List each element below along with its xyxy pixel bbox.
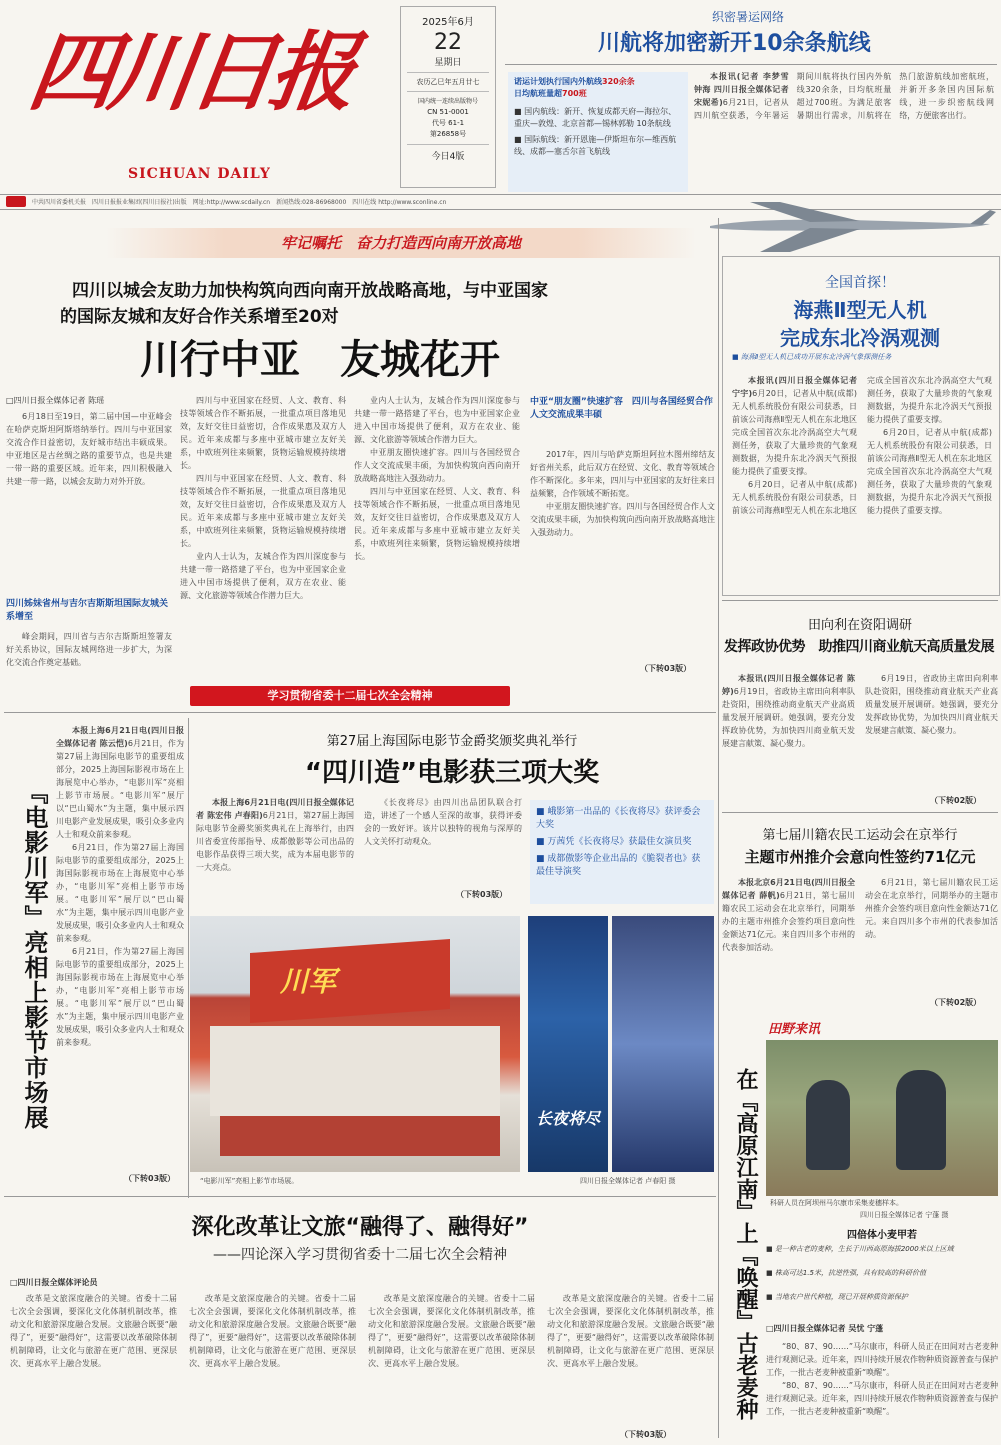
tian-body: 本报讯(四川日报全媒体记者 陈婷)6月19日，省政协主席田向利率队赴资阳，围绕推动商业航天产业高质量发展开展调研。她强调，要充分发挥政协优势，为加快四川商业航天发展建言献策、凝心聚力。 6月19日，省政协主席田向利率队赴资阳，围绕推动商业航天产业高质量发展开展调研。她强调，要充分发挥政协优势，为加快四川商业航天发展建言献策、凝心聚力。 xyxy=(722,674,998,748)
wheat-byline: □四川日报全媒体记者 吴忧 宁蓬 xyxy=(766,1324,884,1333)
lunar-date: 农历乙巳年五月廿七 xyxy=(416,78,480,86)
commentary-byline: □四川日报全媒体评论员 xyxy=(10,1278,98,1287)
meeting-continue: （下转02版） xyxy=(930,998,982,1007)
drone-title-2: 完成东北冷涡观测 xyxy=(780,326,940,350)
issue-number: 第26858号 xyxy=(429,130,467,138)
date-year-month: 2025年6月 xyxy=(422,17,474,28)
award-item: ■ 万茜凭《长夜将尽》获最佳女演员奖 xyxy=(536,837,692,847)
lead-col-4: 2017年，四川与哈萨克斯坦阿拉木图州缔结友好省州关系，此后双方在经贸、文化、教育等领域合作不断深化。多年来，四川与中亚国家的友好往来日益频繁，合作领域不断拓宽。 中亚朋友圈快速扩容。四川与各国经贸合作人文交流成果丰硕，为加快构筑向西向南开放战略高地注入强劲动力。 xyxy=(530,450,715,537)
drone-title-1: 海燕Ⅱ型无人机 xyxy=(793,298,927,322)
airline-stats-panel: 诺运计划执行国内外航线320余条 日均航班量超700班 ■ 国内航线：新开、恢复成都天府—海拉尔、重庆—敦煌、北京首都—锡林郭勒 10条航线 ■ 国际航线：新开恩施—伊斯坦布尔—维西航线、成都—塞舌尔首飞航线 xyxy=(508,72,688,192)
film-poster-photo-2 xyxy=(612,916,714,1172)
wheat-note: ■ 当地农户世代种植，现已开展种质资源保护 xyxy=(766,1293,908,1301)
film-awards-panel xyxy=(530,800,714,904)
film-poster-photo xyxy=(528,916,608,1172)
info-bar: 中共四川省委机关报 四川日报报业集团(四川日报社)出版 网址:http://www.scdaily.cn 新闻热线:028-86968000 四川在线 http://www.sconline.cn xyxy=(0,194,1001,210)
pages-count: 今日4版 xyxy=(431,152,465,162)
cn-label: 国内统一连续出版物号 xyxy=(417,98,478,105)
film-body: 本报上海6月21日电(四川日报全媒体记者 陈宏伟 卢春阳)6月21日，第27届上海国际电影节金爵奖颁奖典礼在上海举行，由四川省委宣传部指导、成都傲影等公司出品的电影作品获得三项大奖，成为本届电影节的一大亮点。 《长夜将尽》由四川出品团队联合打造，讲述了一个感人至深的故事，获得评委会的一致好评。该片以独特的视角与深厚的人文关怀打动观众。 xyxy=(196,798,522,872)
stat1-number: 320余条 xyxy=(602,77,635,86)
lead-col-2: 四川与中亚国家在经贸、人文、教育、科技等领域合作不断拓展，一批重点项目落地见效，友好交往日益密切，合作成果惠及双方人民。近年来成都与多座中亚城市建立友好关系，中欧班列往来频繁，货物运输规模持续增长。 四川与中亚国家在经贸、人文、教育、科技等领域合作不断拓展，一批重点项目落地见效，友好交往日益密切，合作成果惠及双方人民。近年来成都与多座中亚城市建立友好关系，中欧班列往来频繁，货物运输规模持续增长。 业内人士认为，友城合作为四川深度参与共建一带一路搭建了平台，也为中亚国家企业进入中国市场提供了便利，双方在农业、能源、文化旅游等领域合作潜力巨大。 xyxy=(180,396,346,600)
wheat-vertical-title: 在『高原江南』上『唤醒』古老麦种 xyxy=(733,1068,759,1420)
cn-number: CN 51-0001 xyxy=(427,108,469,116)
lead-sub-heading: 四川姊妹省州与吉尔吉斯斯坦国际友城关系增至 xyxy=(6,599,169,622)
tian-title: 发挥政协优势 助推四川商业航天高质量发展 xyxy=(724,639,994,655)
lead-subtitle-2: 的国际友城和友好合作关系增至20对 xyxy=(60,307,339,327)
date-day: 22 xyxy=(434,30,462,55)
lead-col-1: 6月18日至19日，第二届中国—中亚峰会在哈萨克斯坦阿斯塔纳举行。四川与中亚国家交流合作日益密切，友好城市结出丰硕成果。中亚地区是古丝绸之路的重要节点，也是共建一带一路的重要区域。近年来，四川积极融入共建一带一路，以城会友助力对外开放。 xyxy=(6,412,172,486)
commentary-body: 改革是文旅深度融合的关键。省委十二届七次全会强调，要深化文化体制机制改革，推动文化和旅游深度融合发展。文旅融合既要“融得了”，更要“融得好”，这需要以改革破除体制机制障碍，让文化与旅游在更广范围、更深层次、更高水平上融合发展。 改革是文旅深度融合的关键。省委十二届七次全会强调，要深化文化体制机制改革，推动文化和旅游深度融合发展。文旅融合既要“融得了”，更要“融得好”，这需要以改革破除体制机制障碍，让文化与旅游在更广范围、更深层次、更高水平上融合发展。 改革是文旅深度融合的关键。省委十二届七次全会强调，要深化文化体制机制改革，推动文化和旅游深度融合发展。文旅融合既要“融得了”，更要“融得好”，这需要以改革破除体制机制障碍，让文化与旅游在更广范围、更深层次、更高水平上融合发展。 改革是文旅深度融合的关键。省委十二届七次全会强调，要深化文化体制机制改革，推动文化和旅游深度融合发展。文旅融合既要“融得了”，更要“融得好”，这需要以改革破除体制机制障碍，让文化与旅游在更广范围、更深层次、更高水平上融合发展。 xyxy=(10,1294,714,1368)
lead-col-3: 业内人士认为，友城合作为四川深度参与共建一带一路搭建了平台，也为中亚国家企业进入中国市场提供了便利，双方在农业、能源、文化旅游等领域合作潜力巨大。 中亚朋友圈快速扩容。四川与各国经贸合作人文交流成果丰硕，为加快构筑向西向南开放战略高地注入强劲动力。 四川与中亚国家在经贸、人文、教育、科技等领域合作不断拓展，一批重点项目落地见效，友好交往日益密切，合作成果惠及双方人民。近年来成都与多座中亚城市建立友好关系，中欧班列往来频繁，货物运输规模持续增长。 xyxy=(354,396,520,561)
wheat-body: “80、87、90……”马尔康市，科研人员正在田间对古老麦种进行观测记录。近年来，四川持续开展农作物种质资源普查与保护工作，一批古老麦种被重新“唤醒”。 “80、87、90……”马尔康市，科研人员正在田间对古老麦种进行观测记录。近年来，四川持续开展农作物种质资源普查与保护工作，一批古老麦种被重新“唤醒”。 xyxy=(766,1342,998,1416)
lead-continue: （下转03版） xyxy=(640,664,692,673)
wheat-field-photo xyxy=(766,1040,998,1196)
film-expo-photo: 川军 xyxy=(190,916,520,1172)
film-title: “四川造”电影获三项大奖 xyxy=(304,758,600,788)
weekday: 星期日 xyxy=(434,58,462,68)
top-story-kicker: 织密暑运网络 xyxy=(712,10,785,24)
lead-side-heading: 中亚“朋友圈”快速扩容 四川与各国经贸合作人文交流成果丰硕 xyxy=(530,397,713,420)
film-photo-credit: 四川日报全媒体记者 卢春阳 摄 xyxy=(580,1177,676,1185)
lead-subtitle-1: 四川以城会友助力加快构筑向西向南开放战略高地，与中亚国家 xyxy=(72,281,548,301)
top-story-title: 川航将加密新开10余条航线 xyxy=(598,31,871,56)
drone-kicker: 全国首探！ xyxy=(825,275,895,291)
commentary-title: 深化改革让文旅“融得了、融得好” xyxy=(191,1215,529,1240)
drone-sub: ■ 海燕Ⅱ型无人机已成功开展东北冷涡气象探测任务 xyxy=(732,353,892,361)
info-bar-logo-icon xyxy=(6,196,26,207)
airline-bullet: ■ 国内航线：新开、恢复成都天府—海拉尔、重庆—敦煌、北京首都—锡林郭勒 10条航线 xyxy=(514,107,677,128)
film-kicker: 第27届上海国际电影节金爵奖颁奖典礼举行 xyxy=(326,734,578,749)
meeting-kicker: 第七届川籍农民工运动会在京举行 xyxy=(762,828,958,843)
top-story-body: 本报讯(记者 李梦雪 钟海 四川日报全媒体记者 宋妮希)6月21日，记者从四川航空获悉，今年暑运期间川航将执行国内外航线320余条，日均航班量超过700班。为满足旅客暑期出行需求，川航将在热门旅游航线加密航班，并新开多条国内国际航线，进一步织密航线网络，方便旅客出行。 xyxy=(694,72,994,120)
wheat-note: ■ 株高可达1.5米，抗逆性强，具有较高的科研价值 xyxy=(766,1269,926,1277)
wheat-heading: 四倍体小麦甲若 xyxy=(847,1230,917,1241)
tian-kicker: 田向利在资阳调研 xyxy=(807,618,912,633)
lead-byline: □四川日报全媒体记者 陈瑶 xyxy=(6,396,105,405)
side-column-body: 本报上海6月21日电(四川日报全媒体记者 陈云恺)6月21日，作为第27届上海国际电影节的重要组成部分，2025上海国际影视市场在上海展览中心举办，“电影川军”亮相上影节市场展。“电影川军”展厅以“巴山蜀水”为主题，集中展示四川电影产业发展成果，吸引众多业内人士和观众前来参观。 6月21日，作为第27届上海国际电影节的重要组成部分，2025上海国际影视市场在上海展览中心举办，“电影川军”亮相上影节市场展。“电影川军”展厅以“巴山蜀水”为主题，集中展示四川电影产业发展成果，吸引众多业内人士和观众前来参观。 6月21日，作为第27届上海国际电影节的重要组成部分，2025上海国际影视市场在上海展览中心举办，“电影川军”亮相上影节市场展。“电影川军”展厅以“巴山蜀水”为主题，集中展示四川电影产业发展成果，吸引众多业内人士和观众前来参观。 xyxy=(56,726,184,1047)
side-continue: （下转03版） xyxy=(124,1174,176,1183)
masthead-logo: 四川日报 xyxy=(22,22,358,123)
commentary-subtitle: ——四论深入学习贯彻省委十二届七次全会精神 xyxy=(213,1247,507,1263)
date-box xyxy=(400,6,496,188)
commentary-continue: （下转03版） xyxy=(620,1430,672,1439)
lead-col-1b: 峰会期间，四川省与吉尔吉斯斯坦签署友好关系协议，国际友城网络进一步扩大，为深化交流合作奠定基础。 xyxy=(6,632,172,667)
banner-slogan: 牢记嘱托 奋力打造西向南开放高地 xyxy=(106,228,696,258)
airline-bullet: ■ 国际航线：新开恩施—伊斯坦布尔—维西航线、成都—塞舌尔首飞航线 xyxy=(514,135,677,156)
masthead-english: SICHUAN DAILY xyxy=(128,166,271,182)
award-item: ■ 峨影第一出品的《长夜将尽》获评委会大奖 xyxy=(536,807,701,830)
code-label: 代号 61-1 xyxy=(431,119,465,127)
study-banner: 学习贯彻省委十二届七次全会精神 xyxy=(190,686,510,706)
side-vertical-title: 『电影川军』亮相上影节市场展 xyxy=(20,780,49,1130)
stat2-number: 700班 xyxy=(562,89,587,98)
award-item: ■ 成都傲影等企业出品的《脆裂者也》获最佳导演奖 xyxy=(536,854,701,877)
lead-headline: 川行中亚 友城花开 xyxy=(140,337,500,383)
drone-icon xyxy=(690,196,1000,256)
drone-image xyxy=(690,196,1000,256)
wheat-note: ■ 是一种古老的麦种，生长于川西高原海拔2000米以上区域 xyxy=(766,1245,954,1253)
wheat-photo-credit: 四川日报全媒体记者 宁蓬 摄 xyxy=(860,1211,949,1219)
drone-body: 本报讯(四川日报全媒体记者 宁宇)6月20日，记者从中航(成都)无人机系统股份有限公司获悉，日前该公司海燕Ⅱ型无人机在东北地区完成全国首次东北冷涡高空大气观测任务，获取了大量珍贵的气象观测数据，为提升东北冷涡天气预报能力提供了重要支撑。 6月20日，记者从中航(成都)无人机系统股份有限公司获悉，日前该公司海燕Ⅱ型无人机在东北地区完成全国首次东北冷涡高空大气观测任务，获取了大量珍贵的气象观测数据，为提升东北冷涡天气预报能力提供了重要支撑。 6月20日，记者从中航(成都)无人机系统股份有限公司获悉，日前该公司海燕Ⅱ型无人机在东北地区完成全国首次东北冷涡高空大气观测任务，获取了大量珍贵的气象观测数据，为提升东北冷涡天气预报能力提供了重要支撑。 xyxy=(732,376,992,515)
film-poster-text: 长夜将尽 xyxy=(536,1109,601,1128)
film-continue: （下转03版） xyxy=(456,890,508,899)
film-photo-caption: “电影川军”亮相上影节市场展。 xyxy=(200,1177,299,1185)
wheat-photo-caption: 科研人员在阿坝州马尔康市采集麦穗样本。 xyxy=(770,1199,903,1207)
meeting-title: 主题市州推介会意向性签约71亿元 xyxy=(744,848,976,866)
wheat-section-label: 田野来讯 xyxy=(768,1022,821,1037)
meeting-body: 本报北京6月21日电(四川日报全媒体记者 薛帆)6月21日，第七届川籍农民工运动会在北京举行，同期举办的主题市州推介会签约项目意向性金额达71亿元。来自四川多个市州的代表参加活动。 6月21日，第七届川籍农民工运动会在北京举行，同期举办的主题市州推介会签约项目意向性金额达71亿元。来自四川多个市州的代表参加活动。 xyxy=(722,878,998,952)
tian-continue: （下转02版） xyxy=(930,796,982,805)
